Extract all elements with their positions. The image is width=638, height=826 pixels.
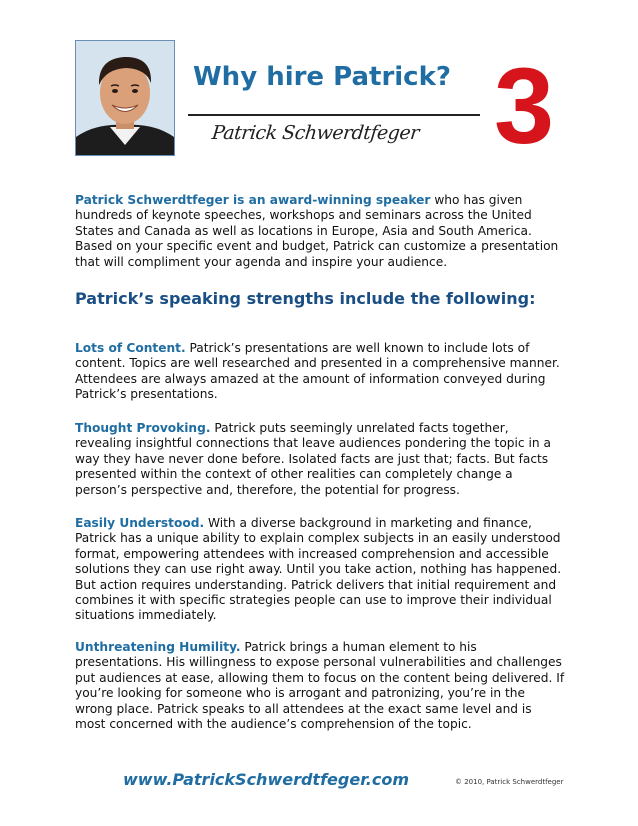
signature: Patrick Schwerdtfeger — [210, 122, 420, 144]
signature-rule — [188, 114, 480, 116]
copyright-notice: © 2010, Patrick Schwerdtfeger — [455, 778, 564, 786]
section-heading: Patrick’s speaking strengths include the following: — [75, 289, 536, 308]
website-link[interactable]: www.PatrickSchwerdtfeger.com — [123, 770, 410, 789]
strength-title: Thought Provoking. — [75, 421, 211, 435]
strength-paragraph-understood — [75, 516, 565, 624]
strength-body: Patrick puts seemingly unrelated facts together, revealing insightful connections that leave audiences pondering the topic in a way they have never done before. Isolated facts are just that; facts. But facts presented within the context of other realities can completely change a person’s perspective and, therefore, the potential for progress. — [75, 421, 551, 497]
strength-body: Patrick brings a human element to his presentations. His willingness to expose personal vulnerabilities and challenges put audiences at ease, allowing them to focus on the content being delivered. If you’re looking for someone who is arrogant and patronizing, you’re in the wrong place. Patrick speaks to all attendees at the exact same level and is most concerned with the audience’s comprehension of the topic. — [75, 640, 565, 732]
strength-body: With a diverse background in marketing and finance, Patrick has a unique ability to explain complex subjects in an easily understood format, empowering attendees with increased comprehension and accessible solutions they can use right away. Until you take action, nothing has happened. But action requires understanding. Patrick delivers that initial requirement and combines it with specific strategies people can use to improve their individual situations immediately. — [75, 516, 562, 623]
strength-title: Unthreatening Humility. — [75, 640, 241, 654]
portrait-illustration — [76, 41, 174, 155]
page-number-badge: 3 — [494, 45, 555, 166]
strength-paragraph-thought — [75, 421, 565, 498]
portrait-photo — [75, 40, 175, 156]
strength-title: Easily Understood. — [75, 516, 205, 530]
intro-lead: Patrick Schwerdtfeger is an award-winning speaker — [75, 193, 431, 207]
intro-body: who has given hundreds of keynote speeches, workshops and seminars across the United States and Canada as well as locations in Europe, Asia and South America. Based on your specific event and budget, Patrick can customize a presentation that will compliment your agenda and inspire your audience. — [75, 193, 559, 269]
strength-title: Lots of Content. — [75, 341, 186, 355]
strength-body: Patrick’s presentations are well known to include lots of content. Topics are well researched and presented in a comprehensive manner. Attendees are always amazed at the amount of information conveyed during Patrick’s presentations. — [75, 341, 560, 402]
strength-paragraph-humility — [75, 640, 565, 732]
headline: Why hire Patrick? — [193, 62, 451, 92]
intro-paragraph — [75, 193, 565, 270]
strength-paragraph-content — [75, 341, 565, 403]
